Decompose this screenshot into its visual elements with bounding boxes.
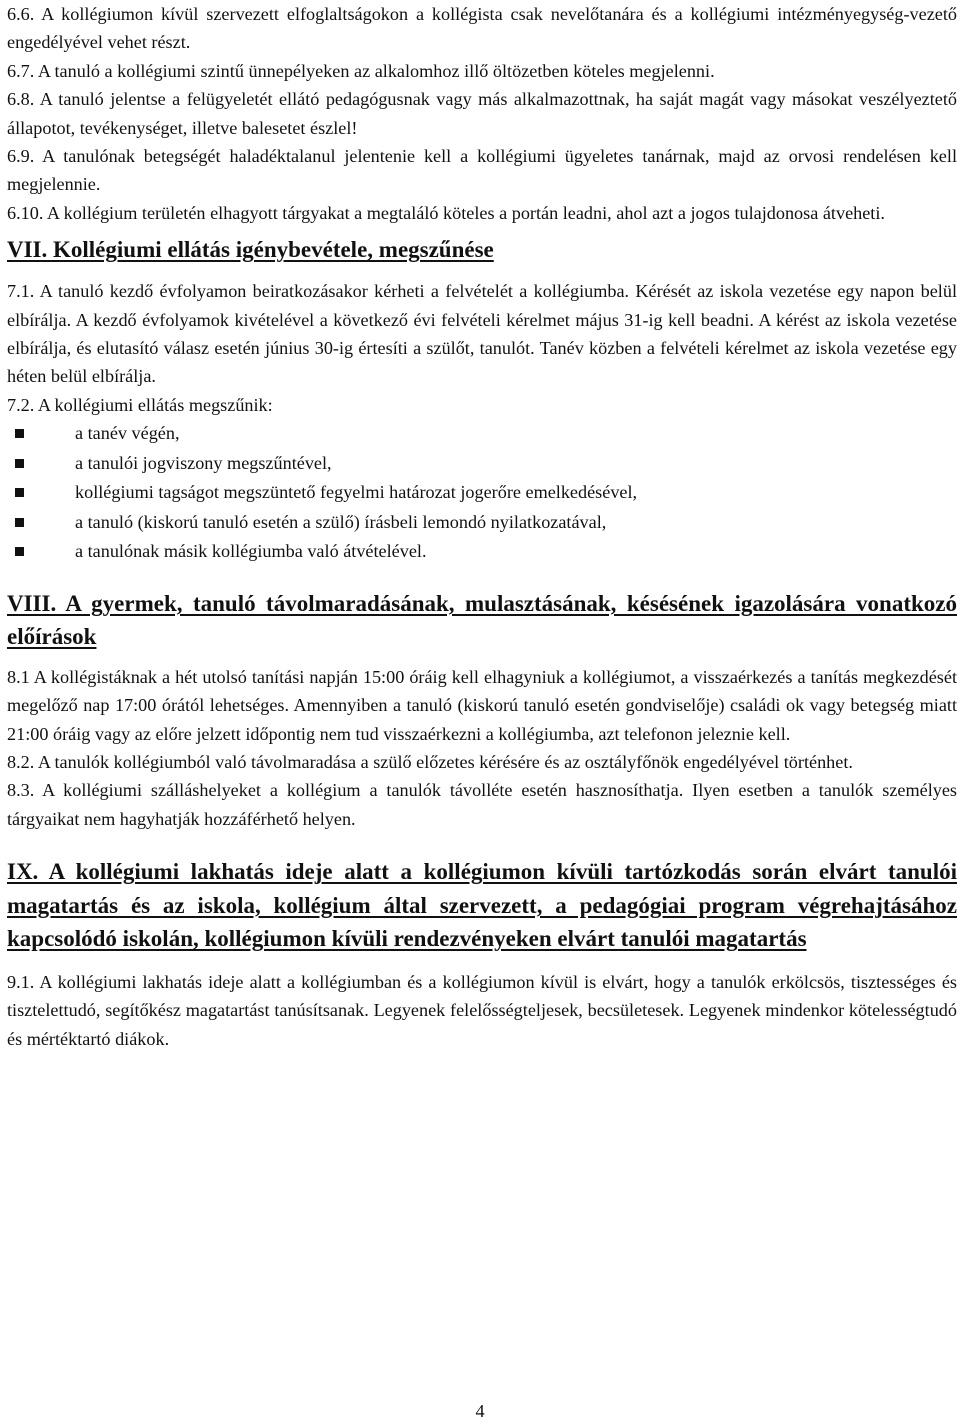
list-item-text: a tanuló (kiskorú tanuló esetén a szülő) írásbeli lemondó nyilatkozatával, [75, 511, 607, 532]
square-bullet-icon [15, 488, 24, 497]
paragraph-9-1: 9.1. A kollégiumi lakhatás ideje alatt a kollégiumban és a kollégiumon kívül is elvárt, hogy a tanulók erkölcsös, tisztességes és tisztelettudó, segítőkész magatartást tanúsítsanak. Legyenek felelősségteljesek, becsületesek. Legyenek mindenkor kötelességtudó és mértéktartó diákok. [7, 971, 957, 1049]
list-item-text: a tanulói jogviszony megszűntével, [75, 452, 332, 473]
square-bullet-icon [15, 459, 24, 468]
paragraph-8-3: 8.3. A kollégiumi szálláshelyeket a kollégium a tanulók távolléte esetén hasznosíthatja. Ilyen esetben a tanulók személyes tárgyaikat nem hagyhatják hozzáférhető helyen. [7, 780, 957, 829]
list-item [7, 449, 957, 479]
section-heading-vii: VII. Kollégiumi ellátás igénybevétele, megszűnése [7, 237, 494, 263]
list-item [7, 478, 957, 508]
paragraph-7-2: 7.2. A kollégiumi ellátás megszűnik: [7, 394, 273, 415]
paragraph-6-9: 6.9. A tanulónak betegségét haladéktalanul jelentenie kell a kollégiumi ügyeletes tanárnak, majd az orvosi rendelésen kell megjelennie. [7, 146, 957, 195]
list-item [7, 537, 957, 567]
document-page [7, 0, 957, 1053]
paragraph-8-1: 8.1 A kollégistáknak a hét utolsó tanítási napján 15:00 óráig kell elhagyniuk a kollégiumot, a visszaérkezés a tanítás megkezdését megelőző nap 17:00 órától lehetséges. Amennyiben a tanuló (kiskorú tanuló esetén gondviselője) családi ok vagy betegség miatt 21:00 óráig vagy az előre jelzett időpontig nem tud visszaérkezni a kollégiumba, azt telefonon jeleznie kell. [7, 666, 957, 744]
termination-conditions-list [7, 419, 957, 567]
paragraph-6-10: 6.10. A kollégium területén elhagyott tárgyakat a megtaláló köteles a portán leadni, ahol azt a jogos tulajdonosa átveheti. [7, 202, 885, 223]
list-item [7, 508, 957, 538]
section-heading-viii: VIII. A gyermek, tanuló távolmaradásának, mulasztásának, késésének igazolására vonatkozó előírások [7, 590, 957, 649]
section-heading-ix: IX. A kollégiumi lakhatás ideje alatt a kollégiumon kívüli tartózkodás során elvárt tanulói magatartás és az iskola, kollégium által szervezett, a pedagógiai program végrehajtásához kapcsolódó iskolán, kollégiumon kívüli rendezvényeken elvárt tanulói magatartás [7, 859, 957, 952]
page-number: 4 [475, 1401, 485, 1421]
paragraph-6-8: 6.8. A tanuló jelentse a felügyeletét ellátó pedagógusnak vagy más alkalmazottnak, ha saját magát vagy másokat veszélyeztető állapotot, tevékenységet, illetve balesetet észlel! [7, 89, 957, 138]
square-bullet-icon [15, 429, 24, 438]
paragraph-7-1: 7.1. A tanuló kezdő évfolyamon beiratkozásakor kérheti a felvételét a kollégiumba. Kérését az iskola vezetése egy napon belül elbírálja. A kezdő évfolyamok kivételével a következő évi felvételi kérelmet május 31-ig kell beadni. A kérést az iskola vezetése elbírálja, és elutasító válasz esetén június 30-ig értesíti a szülőt, tanulót. Tanév közben a felvételi kérelmet az iskola vezetése egy héten belül elbírálja. [7, 281, 957, 387]
square-bullet-icon [15, 547, 24, 556]
list-item-text: a tanulónak másik kollégiumba való átvételével. [75, 541, 427, 562]
paragraph-6-6: 6.6. A kollégiumon kívül szervezett elfoglaltságokon a kollégista csak nevelőtanára és a kollégiumi intézményegység-vezető engedélyével vehet részt. [7, 4, 957, 53]
list-item-text: a tanév végén, [75, 423, 180, 444]
paragraph-8-2: 8.2. A tanulók kollégiumból való távolmaradása a szülő előzetes kérésére és az osztályfőnök engedélyével történhet. [7, 752, 853, 772]
list-item-text: kollégiumi tagságot megszüntető fegyelmi határozat jogerőre emelkedésével, [75, 482, 638, 503]
paragraph-6-7: 6.7. A tanuló a kollégiumi szintű ünnepélyeken az alkalomhoz illő öltözetben köteles megjelenni. [7, 60, 715, 81]
list-item [7, 419, 957, 449]
square-bullet-icon [15, 518, 24, 527]
